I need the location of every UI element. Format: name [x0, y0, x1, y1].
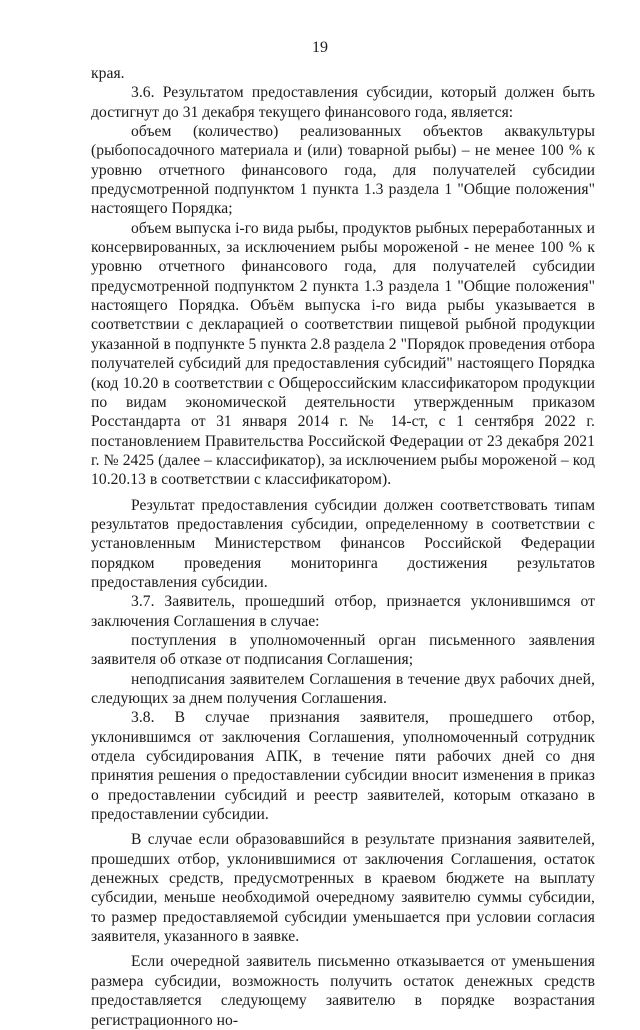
paragraph-continuation: края.: [91, 65, 125, 82]
paragraph-reduction-refusal: Если очередной заявитель письменно отказывается от уменьшения размера субсидии, возможность получить остаток денежных средств предоставляется следующему заявителю в порядке возрастания регистрационного но-: [91, 953, 595, 1029]
paragraph-result-fish-output: объем выпуска i-го вида рыбы, продуктов рыбных переработанных и консервированных, за исключением рыбы мороженой - не менее 100 % к уровню отчетного финансового года, для получателей субсидии предусмотренной подпунктом 2 пункта 1.3 раздела 1 "Общие положения" настоящего Порядка. Объём выпуска i-го вида рыбы указывается в соответствии с декларацией о соответствии пищевой рыбной продукции указанной в подпункте 5 пункта 2.8 раздела 2 "Порядок проведения отбора получателей субсидий для предоставления субсидий" настоящего Порядка (код 10.20 в соответствии с Общероссийским классификатором продукции по видам экономической деятельности утвержденным приказом Росстандарта от 31 января 2014 г. № 14-ст, с 1 сентября 2022 г. постановлением Правительства Российской Федерации от 23 декабря 2021 г. № 2425 (далее – классификатор), за исключением рыбы мороженой – код 10.20.13 в соответствии с классификатором).: [91, 219, 595, 489]
paragraph-result-aquaculture: объем (количество) реализованных объектов аквакультуры (рыбопосадочного материала и (или) товарной рыбы) – не менее 100 % к уровню отчетного финансового года, для получателей субсидии предусмотренной подпунктом 1 пункта 1.3 раздела 1 "Общие положения" настоящего Порядка;: [91, 123, 595, 218]
paragraph-3-8: 3.8. В случае признания заявителя, прошедшего отбор, уклонившимся от заключения Соглашения, уполномоченный сотрудник отдела субсидирования АПК, в течение пяти рабочих дней со дня принятия решения о предоставлении субсидии вносит изменения в приказ о предоставлении субсидий и реестр заявителей, которым отказано в предоставлении субсидии.: [91, 709, 595, 824]
paragraph-result-types: Результат предоставления субсидии должен соответствовать типам результатов предоставления субсидии, определенному в соответствии с установленным Министерством финансов Российской Федерации порядком проведения мониторинга достижения результатов предоставления субсидии.: [91, 496, 595, 591]
paragraph-non-signing: неподписания заявителем Соглашения в течение двух рабочих дней, следующих за днем получения Соглашения.: [91, 670, 595, 707]
document-body: [91, 64, 595, 1030]
paragraph-refusal-letter: поступления в уполномоченный орган письменного заявления заявителя об отказе от подписания Соглашения;: [91, 631, 595, 669]
page-number: 19: [312, 39, 328, 56]
paragraph-3-6: 3.6. Результатом предоставления субсидии, который должен быть достигнут до 31 декабря текущего финансового года, является:: [91, 84, 595, 121]
paragraph-remaining-funds: В случае если образовавшийся в результате признания заявителей, прошедших отбор, уклонившимися от заключения Соглашения, остаток денежных средств, предусмотренных в краевом бюджете на выплату субсидии, меньше необходимой очередному заявителю суммы субсидии, то размер предоставляемой субсидии уменьшается при условии согласия заявителя, указанного в заявке.: [91, 831, 595, 946]
paragraph-3-7: 3.7. Заявитель, прошедший отбор, признается уклонившимся от заключения Соглашения в случае:: [91, 593, 595, 630]
